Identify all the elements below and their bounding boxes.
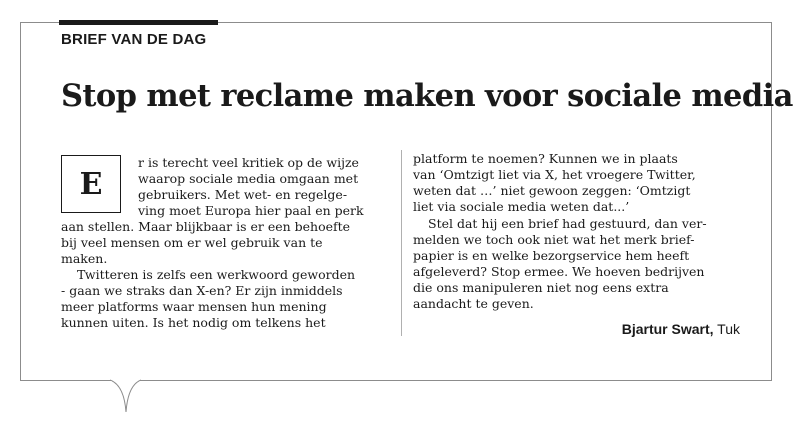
body-line: Twitteren is zelfs een werkwoord geworden (77, 267, 356, 282)
author-place: Tuk (717, 321, 740, 337)
author-name: Bjartur Swart (621, 321, 710, 337)
signature-separator: , (709, 321, 714, 337)
author-signature (622, 321, 740, 337)
frame-bottom-left-border (20, 380, 116, 381)
speech-bubble-tail-icon (110, 379, 142, 413)
body-line: meer platforms waar mensen hun mening (61, 299, 327, 314)
body-line: aandacht te geven. (413, 296, 534, 311)
body-line: platform te noemen? Kunnen we in plaats (413, 151, 678, 166)
body-line: aan stellen. Maar blijkbaar is er een behoefte (61, 219, 351, 234)
section-rule (59, 20, 218, 25)
body-line: gebruikers. Met wet- en regelge- (138, 187, 348, 202)
body-line: ving moet Europa hier paal en perk (138, 203, 364, 218)
body-line: papier is en welke bezorgservice hem heeft (413, 248, 690, 263)
body-line: weten dat …’ niet gewoon zeggen: ‘Omtzigt (413, 183, 691, 198)
body-line: r is terecht veel kritiek op de wijze (138, 155, 359, 170)
body-line: kunnen uiten. Is het nodig om telkens het (61, 315, 326, 330)
body-line: Stel dat hij een brief had gestuurd, dan ver- (428, 216, 707, 231)
section-kicker: BRIEF VAN DE DAG (61, 31, 207, 48)
body-line: liet via sociale media weten dat...’ (413, 199, 630, 214)
frame-top-right-border (218, 22, 771, 23)
frame-right-border (771, 22, 772, 380)
body-line: waarop sociale media omgaan met (138, 171, 359, 186)
frame-top-left-border (20, 22, 59, 23)
body-line: melden we toch ook niet wat het merk brief- (413, 232, 695, 247)
body-line: - gaan we straks dan X-en? Er zijn inmiddels (61, 283, 343, 298)
body-line: van ‘Omtzigt liet via X, het vroegere Twitter, (413, 167, 696, 182)
frame-bottom-right-border (140, 380, 772, 381)
frame-left-border (20, 22, 21, 380)
body-line: bij veel mensen om er wel gebruik van te (61, 235, 323, 250)
body-line: afgeleverd? Stop ermee. We hoeven bedrijven (413, 264, 705, 279)
article-headline: Stop met reclame maken voor sociale media (61, 78, 793, 114)
body-line: maken. (61, 251, 108, 266)
drop-cap: E (61, 155, 121, 213)
body-line: die ons manipuleren niet nog eens extra (413, 280, 669, 295)
column-divider (401, 150, 402, 336)
